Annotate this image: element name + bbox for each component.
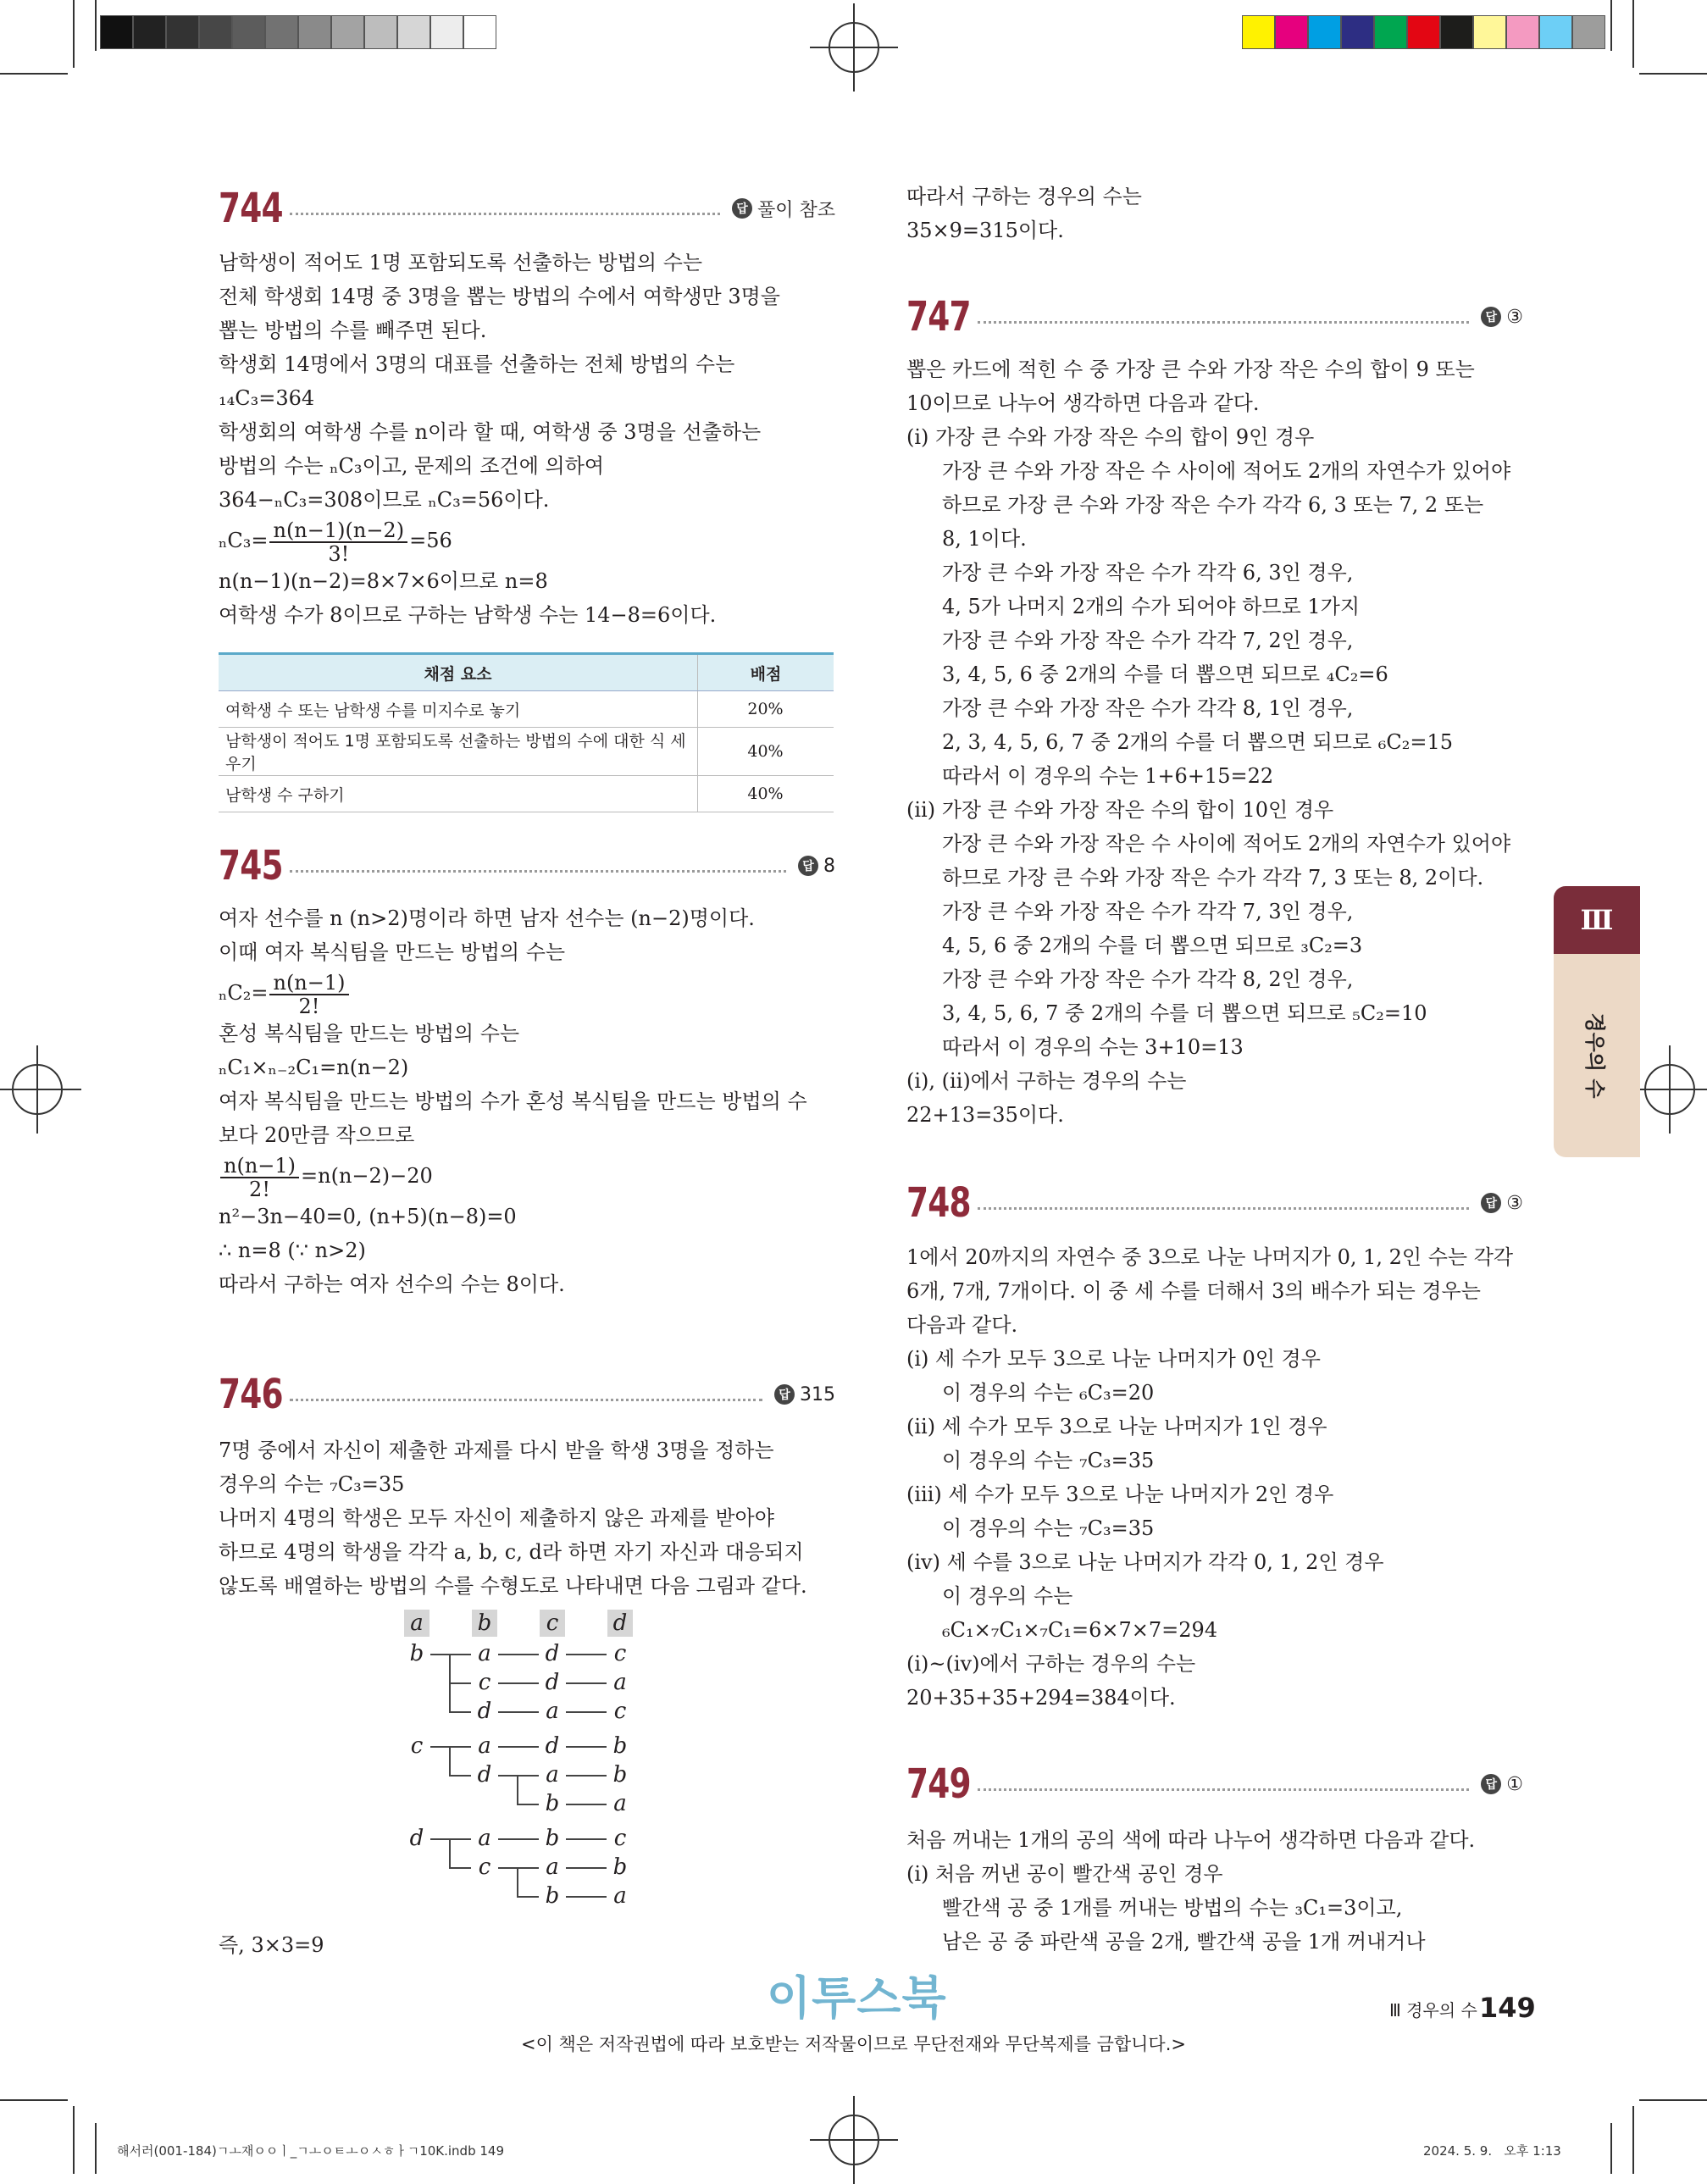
answer-label: 답 ③ bbox=[1481, 307, 1523, 328]
solution-lines bbox=[219, 901, 845, 969]
tree-branch-line bbox=[449, 1746, 451, 1775]
solution-749 bbox=[906, 1823, 1550, 1959]
problem-number: 745 bbox=[219, 842, 283, 890]
solution-line: 학생회의 여학생 수를 n이라 할 때, 여학생 중 3명을 선출하는 bbox=[219, 420, 762, 444]
tree-node: b bbox=[612, 1854, 628, 1880]
formula-line: ₙC₃= $\frac{n(n-1)(n-2)}{3!}$ =56 bbox=[219, 518, 452, 566]
problem-number: 744 bbox=[219, 185, 283, 232]
color-swatch bbox=[1275, 15, 1308, 49]
color-swatch bbox=[1407, 15, 1440, 49]
color-swatch bbox=[397, 15, 430, 49]
color-swatch bbox=[166, 15, 199, 49]
color-swatch bbox=[1506, 15, 1539, 49]
color-swatch bbox=[1473, 15, 1506, 49]
tree-branch-line bbox=[498, 1682, 539, 1684]
color-swatch bbox=[364, 15, 397, 49]
solution-line: 보다 20만큼 작으므로 bbox=[219, 1123, 415, 1147]
tree-column-header: b bbox=[472, 1610, 497, 1637]
tree-node: c bbox=[410, 1732, 424, 1759]
solution-lines bbox=[219, 1017, 845, 1152]
table-row: 남학생 수 구하기 40% bbox=[219, 776, 834, 812]
problem-number: 746 bbox=[219, 1371, 283, 1418]
tree-branch-line bbox=[449, 1682, 471, 1684]
chapter-tab-number: Ⅲ bbox=[1554, 886, 1640, 954]
solution-line: 22+13=35이다. bbox=[906, 1103, 1064, 1127]
crop-mark bbox=[0, 73, 68, 75]
tree-branch-line bbox=[498, 1867, 539, 1869]
solution-line: n(n−1)(n−2)=8×7×6이므로 n=8 bbox=[219, 569, 548, 593]
solution-line: ₙC₁×ₙ₋₂C₁=n(n−2) bbox=[219, 1056, 409, 1079]
publisher-watermark: 이투스북 bbox=[767, 1971, 947, 2025]
leader-dots bbox=[290, 1399, 762, 1401]
tree-node: c bbox=[613, 1825, 627, 1851]
solution-line: 이때 여자 복식팀을 만드는 방법의 수는 bbox=[219, 940, 566, 964]
solution-lines bbox=[906, 1823, 1550, 1959]
answer-icon: 답 bbox=[1481, 307, 1501, 327]
solution-line: 6개, 7개, 7개이다. 이 중 세 수를 더해서 3의 배수가 되는 경우는 bbox=[906, 1279, 1481, 1303]
tree-node: a bbox=[546, 1699, 559, 1724]
fraction: $\frac{n(n-1)}{2!}$ bbox=[269, 972, 348, 1017]
problem-header-747 bbox=[906, 291, 1523, 342]
answer-label: 답 315 bbox=[774, 1384, 835, 1405]
solution-line: 가장 큰 수와 가장 작은 수가 각각 6, 3인 경우, bbox=[942, 561, 1354, 585]
tree-node: d bbox=[409, 1825, 424, 1851]
print-file-slug: 해서러(001-184)ㄱㅗ재ㅇㅇㅣ_ㄱㅗㅇㅌㅗㅇㅅㅎㅏㄱ10K.indb 149 bbox=[117, 2143, 504, 2159]
crop-mark bbox=[73, 2106, 75, 2174]
tree-branch-line bbox=[498, 1654, 539, 1655]
color-swatch bbox=[1308, 15, 1341, 49]
tree-node: d bbox=[477, 1699, 492, 1724]
answer-icon: 답 bbox=[1481, 1774, 1501, 1794]
tree-node: a bbox=[478, 1641, 491, 1666]
tree-column-header: d bbox=[607, 1610, 633, 1637]
tree-node: c bbox=[613, 1641, 627, 1666]
tree-diagram bbox=[407, 1610, 661, 1932]
tree-node: b bbox=[612, 1761, 628, 1788]
crop-mark bbox=[1632, 2106, 1634, 2174]
page-number: 149 bbox=[1479, 1992, 1536, 2024]
solution-line: 1에서 20까지의 자연수 중 3으로 나눈 나머지가 0, 1, 2인 수는 각각 bbox=[906, 1245, 1514, 1269]
tree-branch-line bbox=[566, 1775, 607, 1777]
solution-line: n²−3n−40=0, (n+5)(n−8)=0 bbox=[219, 1205, 517, 1228]
tree-node: b bbox=[545, 1790, 560, 1816]
solution-line: 20+35+35+294=384이다. bbox=[906, 1686, 1176, 1710]
solution-line: (ⅰ) 세 수가 모두 3으로 나눈 나머지가 0인 경우 bbox=[906, 1347, 1321, 1371]
solution-line: 가장 큰 수와 가장 작은 수가 각각 7, 3인 경우, bbox=[942, 900, 1354, 923]
table-row: 여학생 수 또는 남학생 수를 미지수로 놓기 20% bbox=[219, 691, 834, 728]
print-timestamp: 2024. 5. 9. 오후 1:13 bbox=[1423, 2143, 1561, 2159]
solution-lines bbox=[906, 352, 1550, 1132]
answer-label: 답 풀이 참조 bbox=[732, 196, 835, 222]
solution-lines bbox=[219, 1200, 845, 1301]
color-swatch bbox=[1440, 15, 1473, 49]
tree-node: c bbox=[478, 1854, 491, 1880]
tree-branch-line bbox=[449, 1838, 451, 1867]
color-swatch bbox=[133, 15, 166, 49]
solution-line: 남학생이 적어도 1명 포함되도록 선출하는 방법의 수는 bbox=[219, 251, 703, 274]
solution-line: 가장 큰 수와 가장 작은 수가 각각 8, 1인 경우, bbox=[942, 696, 1354, 720]
answer-label: 답 ① bbox=[1481, 1774, 1523, 1795]
color-swatch bbox=[100, 15, 133, 49]
tree-node: b bbox=[545, 1825, 560, 1851]
crop-mark bbox=[1639, 2099, 1707, 2101]
crop-mark bbox=[73, 0, 75, 68]
solution-line: (ⅲ) 세 수가 모두 3으로 나눈 나머지가 2인 경우 bbox=[906, 1483, 1334, 1506]
fraction: $\frac{n(n-1)}{2!}$ bbox=[220, 1155, 299, 1200]
tree-branch-line bbox=[566, 1838, 607, 1840]
solution-lines bbox=[219, 564, 845, 632]
cmyk-color-bar bbox=[1242, 15, 1605, 49]
table-header-row bbox=[219, 654, 834, 691]
problem-number: 748 bbox=[906, 1179, 971, 1227]
solution-line: (ⅰ) 처음 꺼낸 공이 빨간색 공인 경우 bbox=[906, 1862, 1223, 1886]
tree-node: a bbox=[478, 1732, 491, 1759]
solution-line: 3, 4, 5, 6 중 2개의 수를 더 뽑으면 되므로 ₄C₂=6 bbox=[942, 662, 1388, 686]
solution-line: 방법의 수는 ₙC₃이고, 문제의 조건에 의하여 bbox=[219, 454, 605, 478]
answer-icon: 답 bbox=[798, 856, 818, 876]
solution-line: 전체 학생회 14명 중 3명을 뽑는 방법의 수에서 여학생만 3명을 bbox=[219, 285, 780, 308]
answer-icon: 답 bbox=[774, 1384, 795, 1405]
problem-number: 749 bbox=[906, 1760, 971, 1808]
footer-chapter: Ⅲ 경우의 수 bbox=[1389, 2000, 1477, 2020]
solution-744 bbox=[219, 246, 845, 632]
solution-line: (ⅰ), (ⅱ)에서 구하는 경우의 수는 bbox=[906, 1069, 1187, 1093]
solution-line: 따라서 이 경우의 수는 3+10=13 bbox=[942, 1035, 1244, 1059]
tree-node: d bbox=[545, 1641, 560, 1666]
tree-node: b bbox=[612, 1732, 628, 1759]
crop-mark bbox=[1610, 2123, 1612, 2174]
solution-line: 4, 5가 나머지 2개의 수가 되어야 하므로 1가지 bbox=[942, 595, 1361, 618]
tree-branch-line bbox=[566, 1746, 607, 1748]
problem-header-748 bbox=[906, 1178, 1523, 1228]
tree-branch-line bbox=[517, 1867, 518, 1896]
color-swatch bbox=[463, 15, 496, 49]
solution-line: ₆C₁×₇C₁×₇C₁=6×7×7=294 bbox=[942, 1618, 1218, 1642]
problem-header-744 bbox=[219, 183, 835, 234]
tree-branch-line bbox=[449, 1746, 471, 1748]
answer-label: 답 8 bbox=[798, 856, 835, 877]
solution-line: 10이므로 나누어 생각하면 다음과 같다. bbox=[906, 391, 1260, 415]
problem-number: 747 bbox=[906, 293, 971, 341]
solution-line: ∴ n=8 (∵ n>2) bbox=[219, 1239, 366, 1262]
solution-line: 8, 1이다. bbox=[942, 527, 1027, 551]
solution-lines bbox=[906, 1240, 1550, 1715]
solution-line: 가장 큰 수와 가장 작은 수 사이에 적어도 2개의 자연수가 있어야 bbox=[942, 832, 1511, 856]
leader-dots bbox=[978, 1207, 1469, 1210]
color-swatch bbox=[265, 15, 298, 49]
solution-line: 처음 꺼내는 1개의 공의 색에 따라 나누어 생각하면 다음과 같다. bbox=[906, 1828, 1476, 1852]
color-swatch bbox=[1374, 15, 1407, 49]
fraction: $\frac{n(n-1)(n-2)}{3!}$ bbox=[269, 519, 407, 565]
tree-node: a bbox=[478, 1825, 491, 1851]
tree-column-header: a bbox=[404, 1610, 430, 1637]
tree-branch-line bbox=[449, 1838, 471, 1840]
solution-line: (ⅱ) 가장 큰 수와 가장 작은 수의 합이 10인 경우 bbox=[906, 798, 1334, 822]
formula-line: $\frac{n(n-1)}{2!}$ =n(n−2)−20 bbox=[219, 1152, 845, 1200]
solution-line: 남은 공 중 파란색 공을 2개, 빨간색 공을 1개 꺼내거나 bbox=[942, 1930, 1426, 1954]
crop-mark bbox=[95, 0, 97, 51]
solution-line: 뽑는 방법의 수를 빼주면 된다. bbox=[219, 319, 487, 342]
solution-line: 따라서 구하는 여자 선수의 수는 8이다. bbox=[219, 1272, 565, 1296]
leader-dots bbox=[978, 1788, 1469, 1791]
tree-branch-line bbox=[566, 1654, 607, 1655]
tree-node: a bbox=[546, 1761, 559, 1788]
tree-branch-line bbox=[566, 1896, 607, 1898]
color-swatch bbox=[1539, 15, 1572, 49]
problem-header-745 bbox=[219, 840, 835, 891]
tree-node: a bbox=[546, 1854, 559, 1880]
color-swatch bbox=[232, 15, 265, 49]
solution-line: 여학생 수가 8이므로 구하는 남학생 수는 14−8=6이다. bbox=[219, 603, 717, 627]
solution-line: 가장 큰 수와 가장 작은 수 사이에 적어도 2개의 자연수가 있어야 bbox=[942, 459, 1511, 483]
color-swatch bbox=[430, 15, 463, 49]
solution-line: 이 경우의 수는 ₆C₃=20 bbox=[942, 1381, 1155, 1405]
tree-branch-line bbox=[449, 1654, 471, 1655]
tree-branch-line bbox=[566, 1711, 607, 1713]
solution-line: 여자 선수를 n (n>2)명이라 하면 남자 선수는 (n−2)명이다. bbox=[219, 906, 755, 930]
copyright-notice: <이 책은 저작권법에 따라 보호받는 저작물이므로 무단전재와 무단복제를 금합니다.> bbox=[521, 2034, 1186, 2054]
tree-branch-line bbox=[430, 1654, 449, 1655]
tree-node: b bbox=[545, 1882, 560, 1909]
crop-mark bbox=[1632, 0, 1634, 68]
solution-line: 가장 큰 수와 가장 작은 수가 각각 7, 2인 경우, bbox=[942, 629, 1354, 652]
solution-line: 이 경우의 수는 ₇C₃=35 bbox=[942, 1516, 1155, 1540]
grayscale-color-bar bbox=[100, 15, 496, 49]
solution-line: 3, 4, 5, 6, 7 중 2개의 수를 더 뽑으면 되므로 ₅C₂=10 bbox=[942, 1001, 1427, 1025]
tree-branch-line bbox=[498, 1711, 539, 1713]
table-row: 남학생이 적어도 1명 포함되도록 선출하는 방법의 수에 대한 식 세우기 40% bbox=[219, 728, 834, 776]
problem-header-749 bbox=[906, 1759, 1523, 1810]
tree-branch-line bbox=[566, 1867, 607, 1869]
tree-branch-line bbox=[430, 1838, 449, 1840]
crop-mark bbox=[1639, 73, 1707, 75]
leader-dots bbox=[290, 213, 720, 215]
answer-label: 답 ③ bbox=[1481, 1193, 1523, 1214]
solution-line: 이 경우의 수는 ₇C₃=35 bbox=[942, 1449, 1155, 1472]
solution-line: 나머지 4명의 학생은 모두 자신이 제출하지 않은 과제를 받아야 bbox=[219, 1506, 774, 1530]
registration-mark bbox=[1644, 1064, 1695, 1115]
registration-mark bbox=[829, 2115, 879, 2165]
leader-dots bbox=[290, 870, 786, 873]
crop-mark bbox=[1610, 0, 1612, 51]
solution-line: 364−ₙC₃=308이므로 ₙC₃=56이다. bbox=[219, 488, 550, 512]
solution-line: 뽑은 카드에 적힌 수 중 가장 큰 수와 가장 작은 수의 합이 9 또는 bbox=[906, 358, 1475, 381]
column-header: 배점 bbox=[698, 654, 834, 691]
tree-branch-line bbox=[449, 1867, 471, 1869]
solution-line: 경우의 수는 ₇C₃=35 bbox=[219, 1472, 405, 1496]
solution-line: 이 경우의 수는 bbox=[942, 1584, 1073, 1608]
column-header: 채점 요소 bbox=[219, 654, 698, 691]
tree-branch-line bbox=[498, 1838, 539, 1840]
solution-line: (ⅰ)~(ⅳ)에서 구하는 경우의 수는 bbox=[906, 1652, 1196, 1676]
solution-line: 하므로 4명의 학생을 각각 a, b, c, d라 하면 자기 자신과 대응되지 bbox=[219, 1540, 804, 1564]
tree-node: b bbox=[409, 1641, 424, 1666]
tree-branch-line bbox=[566, 1804, 607, 1805]
solution-line: 4, 5, 6 중 2개의 수를 더 뽑으면 되므로 ₃C₂=3 bbox=[942, 934, 1363, 957]
solution-lines bbox=[219, 246, 845, 517]
solution-line: 여자 복식팀을 만드는 방법의 수가 혼성 복식팀을 만드는 방법의 수 bbox=[219, 1089, 807, 1113]
solution-line: 하므로 가장 큰 수와 가장 작은 수가 각각 6, 3 또는 7, 2 또는 bbox=[942, 493, 1484, 517]
tree-branch-line bbox=[566, 1682, 607, 1684]
solution-line: 가장 큰 수와 가장 작은 수가 각각 8, 2인 경우, bbox=[942, 967, 1354, 991]
solution-line: (ⅳ) 세 수를 3으로 나눈 나머지가 각각 0, 1, 2인 경우 bbox=[906, 1550, 1384, 1574]
solution-line: (ⅰ) 가장 큰 수와 가장 작은 수의 합이 9인 경우 bbox=[906, 425, 1315, 449]
solution-line: 따라서 구하는 경우의 수는 bbox=[906, 185, 1142, 208]
tree-node: d bbox=[477, 1761, 492, 1788]
tree-branch-line bbox=[517, 1896, 539, 1898]
crop-mark bbox=[95, 2123, 97, 2174]
solution-line: 학생회 14명에서 3명의 대표를 선출하는 전체 방법의 수는 bbox=[219, 352, 735, 376]
tree-node: a bbox=[613, 1790, 627, 1816]
tree-node: c bbox=[613, 1699, 627, 1724]
grading-table bbox=[219, 652, 834, 812]
tree-branch-line bbox=[517, 1775, 518, 1804]
tree-node: d bbox=[545, 1732, 560, 1759]
solution-line: (ⅱ) 세 수가 모두 3으로 나눈 나머지가 1인 경우 bbox=[906, 1415, 1327, 1438]
leader-dots bbox=[978, 321, 1469, 324]
tree-branch-line bbox=[498, 1775, 539, 1777]
color-swatch bbox=[199, 15, 232, 49]
solution-line: 다음과 같다. bbox=[906, 1313, 1018, 1337]
tree-column-header: c bbox=[540, 1610, 565, 1637]
tree-node: d bbox=[545, 1670, 560, 1695]
registration-mark bbox=[829, 22, 879, 73]
answer-icon: 답 bbox=[732, 198, 752, 219]
solution-line: 빨간색 공 중 1개를 꺼내는 방법의 수는 ₃C₁=3이고, bbox=[942, 1896, 1403, 1920]
solution-line: 35×9=315이다. bbox=[906, 219, 1064, 242]
solution-746-end: 즉, 3×3=9 bbox=[219, 1933, 324, 1957]
tree-branch-line bbox=[449, 1775, 471, 1777]
solution-746 bbox=[219, 1433, 845, 1603]
solution-line: 7명 중에서 자신이 제출한 과제를 다시 받을 학생 3명을 정하는 bbox=[219, 1438, 774, 1462]
solution-746-continued bbox=[906, 180, 1550, 247]
solution-748 bbox=[906, 1240, 1550, 1715]
color-swatch bbox=[298, 15, 331, 49]
solution-747 bbox=[906, 352, 1550, 1132]
color-swatch bbox=[1572, 15, 1605, 49]
solution-line: 혼성 복식팀을 만드는 방법의 수는 bbox=[219, 1022, 520, 1045]
solution-lines bbox=[906, 180, 1550, 247]
chapter-tab-name: 경우의 수 bbox=[1554, 954, 1640, 1157]
solution-line: 2, 3, 4, 5, 6, 7 중 2개의 수를 더 뽑으면 되므로 ₆C₂=15 bbox=[942, 730, 1454, 754]
problem-header-746 bbox=[219, 1369, 835, 1420]
answer-icon: 답 bbox=[1481, 1193, 1501, 1213]
registration-mark bbox=[12, 1064, 63, 1115]
color-swatch bbox=[1242, 15, 1275, 49]
solution-line: 하므로 가장 큰 수와 가장 작은 수가 각각 7, 3 또는 8, 2이다. bbox=[942, 866, 1484, 890]
solution-line: 따라서 이 경우의 수는 1+6+15=22 bbox=[942, 764, 1274, 788]
tree-branch-line bbox=[449, 1711, 471, 1713]
tree-branch-line bbox=[517, 1804, 539, 1805]
tree-node: a bbox=[613, 1670, 627, 1695]
color-swatch bbox=[1341, 15, 1374, 49]
tree-branch-line bbox=[430, 1746, 449, 1748]
crop-mark bbox=[0, 2099, 68, 2101]
tree-node: a bbox=[613, 1882, 627, 1909]
solution-lines bbox=[219, 1433, 845, 1603]
tree-branch-line bbox=[498, 1746, 539, 1748]
solution-line: ₁₄C₃=364 bbox=[219, 386, 315, 410]
solution-line: 않도록 배열하는 방법의 수를 수형도로 나타내면 다음 그림과 같다. bbox=[219, 1574, 807, 1598]
tree-node: c bbox=[478, 1670, 491, 1695]
color-swatch bbox=[331, 15, 364, 49]
formula-line: ₙC₂= $\frac{n(n-1)}{2!}$ bbox=[219, 969, 845, 1017]
solution-745 bbox=[219, 901, 845, 1301]
